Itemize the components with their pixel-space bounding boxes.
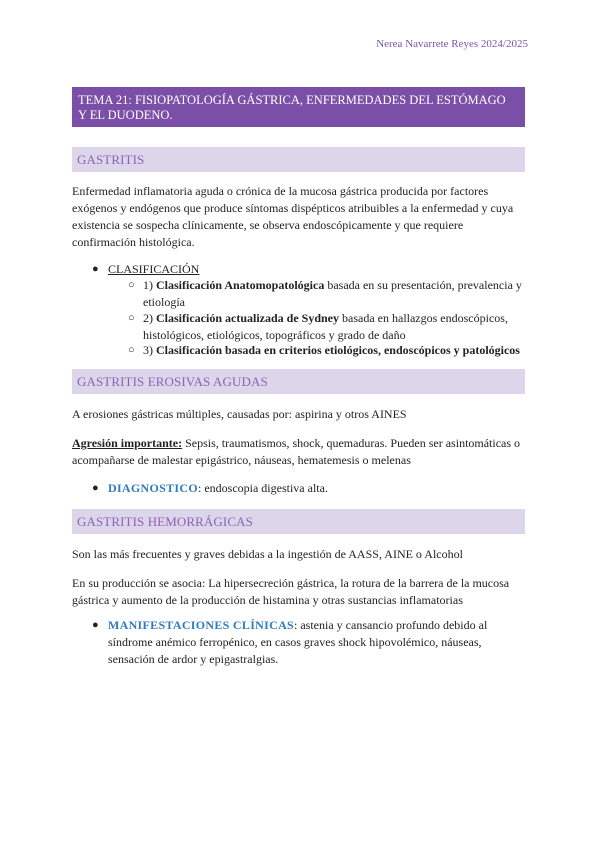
diagnostico-label: DIAGNOSTICO: [108, 481, 198, 495]
hollow-bullet-icon: ○: [128, 279, 135, 291]
gastritis-intro: Enfermedad inflamatoria aguda o crónica de la mucosa gástrica producida por factores exógenos y endógenos que produce síntomas dispépticos atribuibles a la enfermedad y cuya existencia se sospecha clínicamente, se observa endoscópicamente y que requiere confirmación histológica.: [72, 184, 514, 249]
item-number: 1): [143, 278, 153, 292]
topic-title: TEMA 21: FISIOPATOLOGÍA GÁSTRICA, ENFERMEDADES DEL ESTÓMAGO Y EL DUODENO.: [72, 87, 525, 127]
item-number: 3): [143, 343, 153, 357]
item-bold: Clasificación Anatomopatológica: [156, 278, 325, 292]
diagnostico-text: : endoscopia digestiva alta.: [197, 481, 328, 495]
item-bold: Clasificación actualizada de Sydney: [156, 311, 340, 325]
author-header: Nerea Navarrete Reyes 2024/2025: [376, 38, 528, 50]
erosivas-causes: A erosiones gástricas múltiples, causadas por: aspirina y otros AINES: [72, 407, 407, 421]
manifestaciones-label: MANIFESTACIONES CLÍNICAS: [108, 618, 295, 632]
agresion-paragraph: [72, 435, 528, 469]
bullet-dot-icon: ●: [92, 619, 99, 631]
section-heading-erosivas: GASTRITIS EROSIVAS AGUDAS: [72, 369, 525, 394]
classification-label: CLASIFICACIÓN: [108, 262, 200, 276]
hemorragicas-intro: Son las más frecuentes y graves debidas a la ingestión de AASS, AINE o Alcohol: [72, 547, 463, 561]
section-heading-gastritis: GASTRITIS: [72, 147, 525, 172]
section-heading-hemorragicas: GASTRITIS HEMORRÁGICAS: [72, 509, 525, 534]
bullet-dot-icon: ●: [92, 263, 99, 275]
agresion-text: Sepsis, traumatismos, shock, quemaduras. Pueden ser asintomáticas o acompañarse de malestar epigástrico, náuseas, hematemesis o melenas: [72, 436, 521, 467]
item-text: basada en su presentación, prevalencia y etiología: [143, 278, 522, 309]
agresion-label: Agresión importante:: [72, 436, 183, 450]
item-number: 2): [143, 311, 153, 325]
item-text: basada en hallazgos endoscópicos, histológicos, etiológicos, topográficos y grado de daño: [143, 311, 508, 342]
hollow-bullet-icon: ○: [128, 312, 135, 324]
item-bold: Clasificación basada en criterios etiológicos, endoscópicos y patológicos: [156, 343, 520, 357]
hemorragicas-production: En su producción se asocia: La hipersecreción gástrica, la rotura de la barrera de la mucosa gástrica y aumento de la producción de histamina y otras sustancias inflamatorias: [72, 576, 510, 607]
manifestaciones-text: : astenia y cansancio profundo debido al síndrome anémico ferropénico, en casos graves shock hipovolémico, náuseas, sensación de ardor y epigastralgias.: [108, 618, 488, 666]
bullet-dot-icon: ●: [92, 482, 99, 494]
hollow-bullet-icon: ○: [128, 344, 135, 356]
